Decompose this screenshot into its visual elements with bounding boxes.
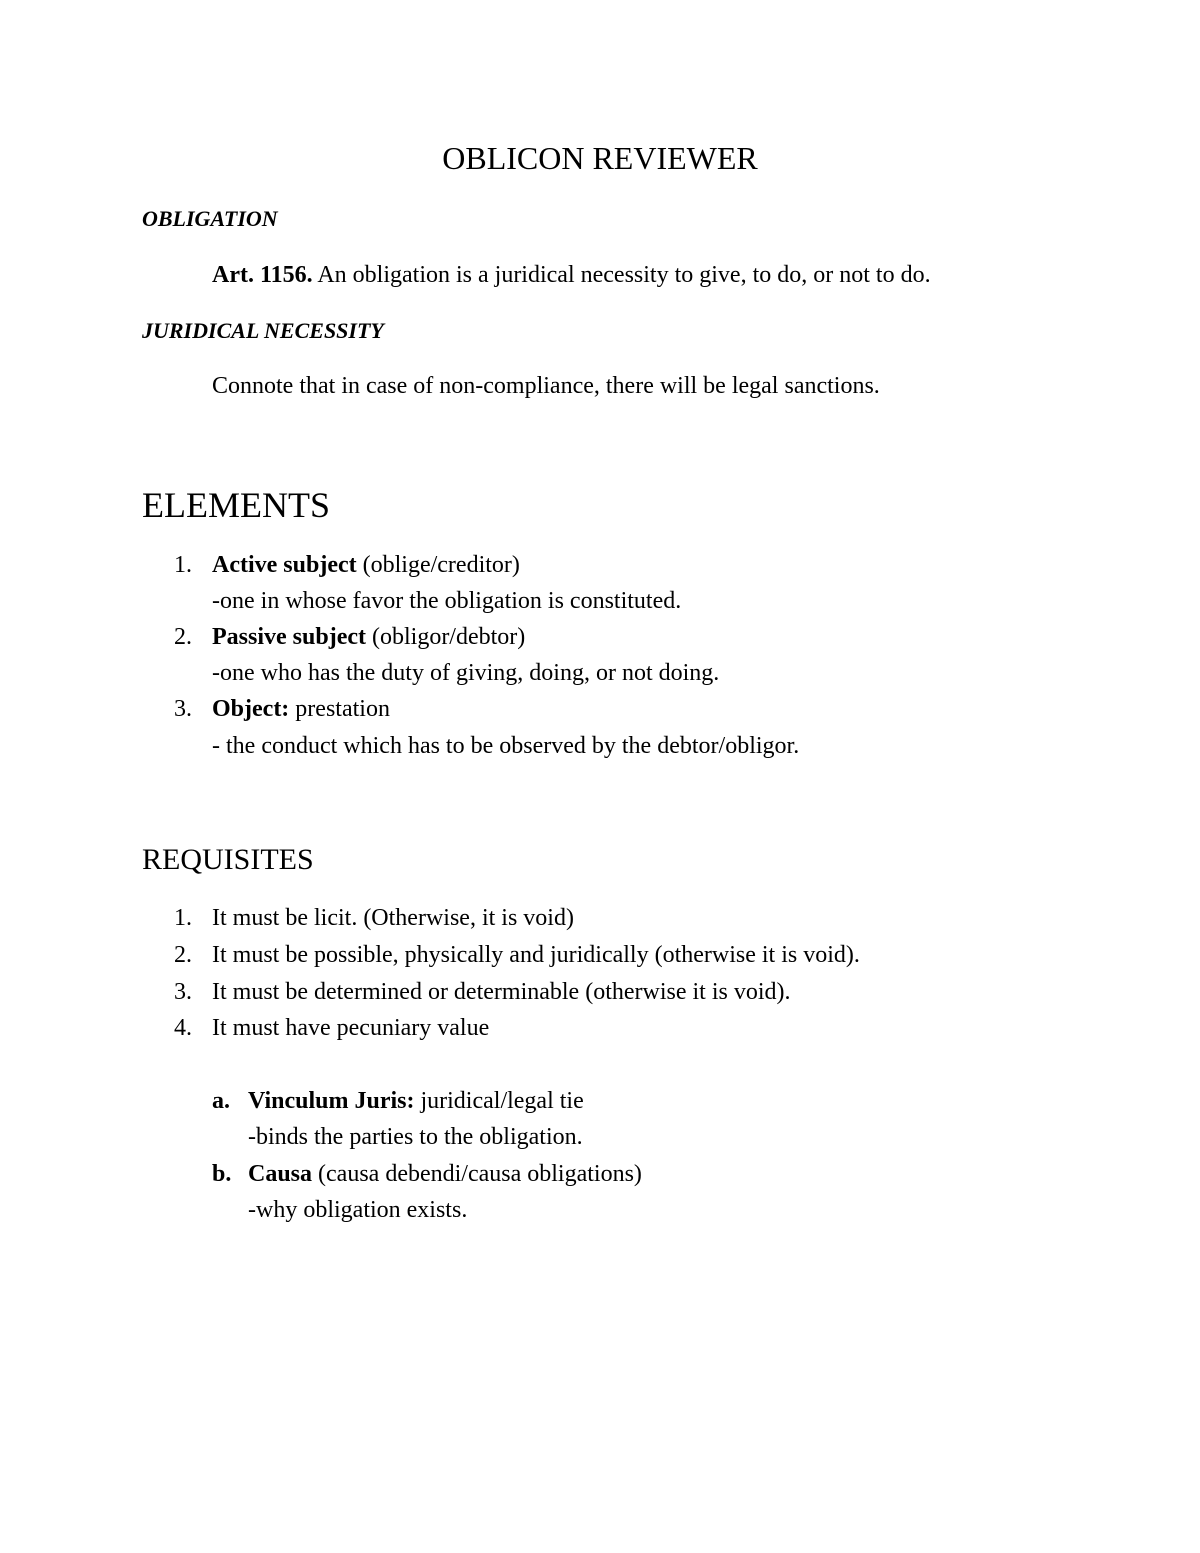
page-title: OBLICON REVIEWER	[442, 140, 758, 176]
requisites-heading: REQUISITES	[142, 843, 314, 876]
requisites-item-number: 4.	[174, 1015, 192, 1041]
requisites-item: It must be determined or determinable (otherwise it is void).	[212, 979, 791, 1005]
requisites-item-number: 2.	[174, 942, 192, 968]
elements-item-label: Passive subject	[212, 624, 366, 650]
elements-item-number: 3.	[174, 696, 192, 722]
requisites-item: It must have pecuniary value	[212, 1015, 490, 1041]
elements-item-number: 2.	[174, 624, 192, 650]
lettered-item-letter: b.	[212, 1161, 232, 1187]
lettered-item-label: Causa	[248, 1161, 313, 1187]
elements-item-number: 1.	[174, 552, 192, 578]
lettered-item	[248, 1161, 642, 1188]
elements-heading: ELEMENTS	[142, 485, 330, 525]
lettered-item-label: Vinculum Juris:	[248, 1088, 415, 1114]
requisites-item-number: 1.	[174, 905, 192, 931]
juridical-necessity-text: Connote that in case of non-compliance, there will be legal sanctions.	[212, 373, 880, 399]
elements-item	[212, 696, 390, 723]
requisites-item-number: 3.	[174, 979, 192, 1005]
elements-item	[212, 624, 525, 651]
requisites-item: It must be licit. (Otherwise, it is void)	[212, 905, 574, 931]
elements-item-rest: (oblige/creditor)	[356, 552, 520, 578]
lettered-item	[248, 1088, 584, 1115]
elements-item-label: Object:	[212, 696, 290, 722]
elements-item-note: -one who has the duty of giving, doing, or not doing.	[212, 660, 720, 686]
lettered-item-rest: juridical/legal tie	[414, 1088, 584, 1114]
article-1156	[212, 262, 931, 289]
obligation-heading: OBLIGATION	[142, 206, 278, 231]
elements-item	[212, 552, 520, 579]
lettered-item-letter: a.	[212, 1088, 230, 1114]
elements-item-label: Active subject	[212, 552, 357, 578]
elements-item-rest: (obligor/debtor)	[365, 624, 526, 650]
elements-item-note: -one in whose favor the obligation is constituted.	[212, 588, 682, 614]
elements-item-note: - the conduct which has to be observed by the debtor/obligor.	[212, 733, 800, 759]
lettered-item-note: -binds the parties to the obligation.	[248, 1124, 583, 1150]
elements-item-rest: prestation	[289, 696, 390, 722]
article-text: An obligation is a juridical necessity to give, to do, or not to do.	[312, 262, 931, 288]
lettered-item-note: -why obligation exists.	[248, 1197, 468, 1223]
requisites-item: It must be possible, physically and juridically (otherwise it is void).	[212, 942, 860, 968]
lettered-item-rest: (causa debendi/causa obligations)	[312, 1161, 642, 1187]
article-label: Art. 1156.	[212, 262, 313, 288]
juridical-necessity-heading: JURIDICAL NECESSITY	[142, 318, 384, 343]
